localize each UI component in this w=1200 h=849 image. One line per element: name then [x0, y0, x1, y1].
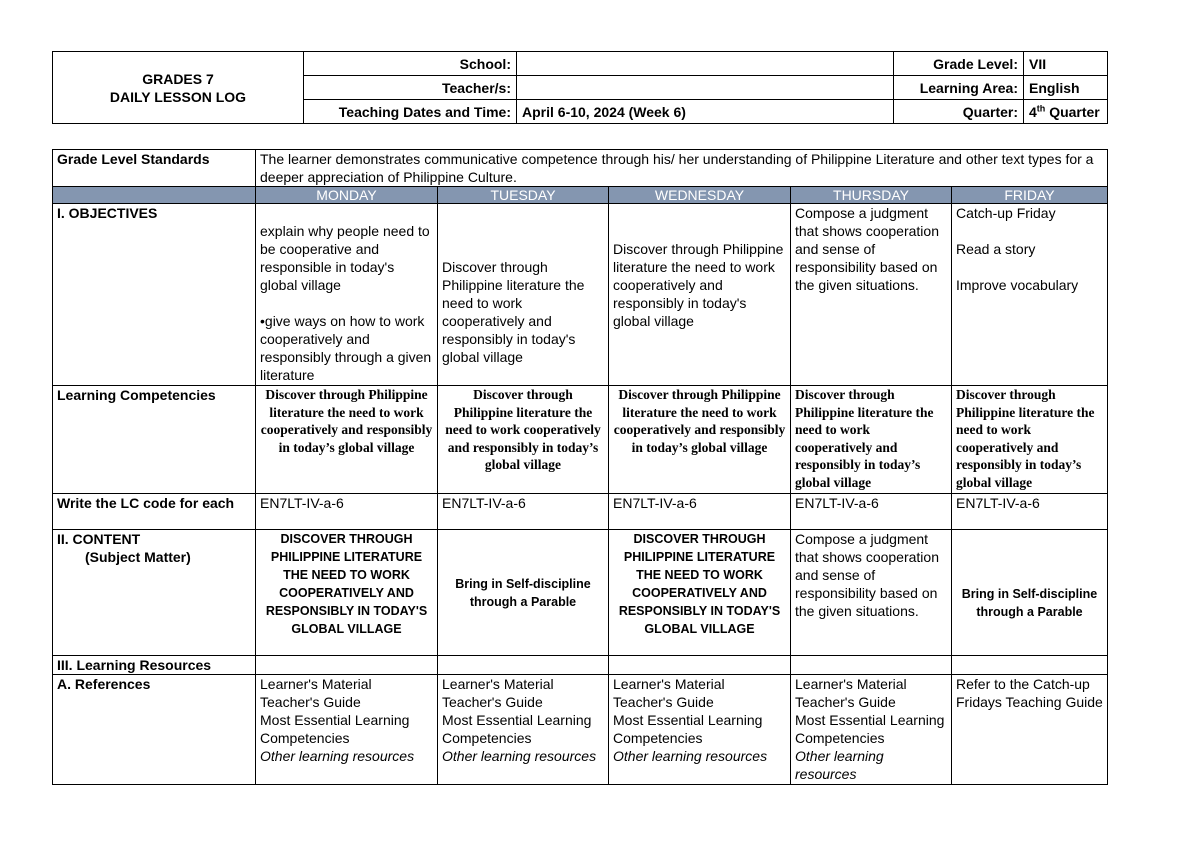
days-header-row	[53, 187, 1108, 204]
objectives-monday	[256, 204, 438, 386]
content-friday: Bring in Self-discipline through a Parable	[952, 530, 1108, 656]
day-friday: FRIDAY	[952, 187, 1108, 204]
resources-tuesday	[438, 656, 609, 675]
competencies-tuesday: Discover through Philippine literature the need to work cooperatively and responsibly in today’s global village	[438, 386, 609, 494]
lc-code-label: Write the LC code for each	[53, 494, 256, 530]
ref-learners-material: Learner's Material	[613, 676, 725, 692]
lc-code-row	[53, 494, 1108, 530]
ref-melc: Most Essential Learning Competencies	[795, 712, 945, 746]
day-thursday: THURSDAY	[791, 187, 952, 204]
resources-label: III. Learning Resources	[53, 656, 256, 675]
objectives-monday-a: explain why people need to be cooperative and responsible in today's global village	[260, 223, 430, 293]
teacher-value[interactable]	[517, 76, 894, 100]
references-row	[53, 675, 1108, 785]
ref-other: Other learning resources	[442, 748, 597, 764]
lc-code-tuesday: EN7LT-IV-a-6	[438, 494, 609, 530]
ref-melc: Most Essential Learning Competencies	[260, 712, 410, 746]
content-monday: DISCOVER THROUGH PHILIPPINE LITERATURE THE NEED TO WORK COOPERATIVELY AND RESPONSIBLY IN TODAY'S GLOBAL VILLAGE	[256, 530, 438, 656]
objectives-friday-3: Improve vocabulary	[956, 277, 1079, 293]
grade-level-label: Grade Level:	[894, 52, 1024, 76]
references-wednesday	[609, 675, 791, 785]
objectives-tuesday: Discover through Philippine literature the need to work cooperatively and responsibly in today's global village	[438, 204, 609, 386]
days-header-blank	[53, 187, 256, 204]
resources-friday	[952, 656, 1108, 675]
ref-learners-material: Learner's Material	[795, 676, 907, 692]
quarter-word: Quarter	[1049, 103, 1100, 120]
resources-wednesday	[609, 656, 791, 675]
school-value[interactable]	[517, 52, 894, 76]
competencies-label: Learning Competencies	[53, 386, 256, 494]
objectives-thursday: Compose a judgment that shows cooperation and sense of responsibility based on the given situations.	[791, 204, 952, 386]
ref-teachers-guide: Teacher's Guide	[260, 694, 361, 710]
content-tuesday: Bring in Self-discipline through a Parable	[438, 530, 609, 656]
grade-level-value[interactable]: VII	[1024, 52, 1108, 76]
objectives-row	[53, 204, 1108, 386]
content-label-sub: (Subject Matter)	[85, 549, 191, 565]
objectives-friday	[952, 204, 1108, 386]
lc-code-monday: EN7LT-IV-a-6	[256, 494, 438, 530]
references-tuesday	[438, 675, 609, 785]
references-monday	[256, 675, 438, 785]
log-title	[53, 52, 304, 124]
lesson-log-header	[52, 51, 1108, 124]
objectives-friday-1: Catch-up Friday	[956, 205, 1056, 221]
lesson-log-table	[52, 149, 1108, 785]
ref-other: Other learning resources	[613, 748, 768, 764]
ref-teachers-guide: Teacher's Guide	[795, 694, 896, 710]
teaching-dates-value[interactable]: April 6-10, 2024 (Week 6)	[517, 100, 894, 124]
log-title-line1: GRADES 7	[142, 70, 214, 87]
ref-melc: Most Essential Learning Competencies	[442, 712, 592, 746]
day-monday: MONDAY	[256, 187, 438, 204]
standards-label: Grade Level Standards	[53, 150, 256, 187]
teaching-dates-label: Teaching Dates and Time:	[304, 100, 517, 124]
day-wednesday: WEDNESDAY	[609, 187, 791, 204]
quarter-number: 4	[1029, 103, 1037, 120]
objectives-wednesday: Discover through Philippine literature the need to work cooperatively and responsibly in today's global village	[609, 204, 791, 386]
teacher-label: Teacher/s:	[304, 76, 517, 100]
resources-row	[53, 656, 1108, 675]
references-thursday	[791, 675, 952, 785]
day-tuesday: TUESDAY	[438, 187, 609, 204]
resources-thursday	[791, 656, 952, 675]
competencies-monday: Discover through Philippine literature the need to work cooperatively and responsibly in today’s global village	[256, 386, 438, 494]
resources-monday	[256, 656, 438, 675]
competencies-row	[53, 386, 1108, 494]
competencies-thursday: Discover through Philippine literature the need to work cooperatively and responsibly in today’s global village	[791, 386, 952, 494]
quarter-label: Quarter:	[894, 100, 1024, 124]
school-label: School:	[304, 52, 517, 76]
quarter-ordinal-suffix: th	[1036, 102, 1046, 113]
quarter-value[interactable]	[1024, 100, 1108, 124]
lc-code-friday: EN7LT-IV-a-6	[952, 494, 1108, 530]
learning-area-value[interactable]: English	[1024, 76, 1108, 100]
ref-teachers-guide: Teacher's Guide	[442, 694, 543, 710]
standards-text: The learner demonstrates communicative competence through his/ her understanding of Philippine Literature and other text types for a deeper appreciation of Philippine Culture.	[256, 150, 1108, 187]
standards-row	[53, 150, 1108, 187]
ref-other: Other learning resources	[260, 748, 415, 764]
competencies-friday: Discover through Philippine literature the need to work cooperatively and responsibly in today’s global village	[952, 386, 1108, 494]
objectives-monday-b: •give ways on how to work cooperatively and responsibly through a given literature	[260, 313, 432, 383]
ref-learners-material: Learner's Material	[260, 676, 372, 692]
references-label: A. References	[53, 675, 256, 785]
competencies-wednesday: Discover through Philippine literature the need to work cooperatively and responsibly in today’s global village	[609, 386, 791, 494]
log-title-line2: DAILY LESSON LOG	[109, 88, 247, 105]
content-row	[53, 530, 1108, 656]
content-thursday: Compose a judgment that shows cooperation and sense of responsibility based on the given situations.	[791, 530, 952, 656]
ref-teachers-guide: Teacher's Guide	[613, 694, 714, 710]
objectives-label: I. OBJECTIVES	[53, 204, 256, 386]
learning-area-label: Learning Area:	[894, 76, 1024, 100]
objectives-friday-2: Read a story	[956, 241, 1036, 257]
references-friday: Refer to the Catch-up Fridays Teaching Guide	[952, 675, 1108, 785]
ref-melc: Most Essential Learning Competencies	[613, 712, 763, 746]
lc-code-wednesday: EN7LT-IV-a-6	[609, 494, 791, 530]
content-label-main: II. CONTENT	[57, 531, 141, 547]
lc-code-thursday: EN7LT-IV-a-6	[791, 494, 952, 530]
ref-other: Other learning resources	[795, 748, 884, 782]
content-label	[53, 530, 256, 656]
content-wednesday: DISCOVER THROUGH PHILIPPINE LITERATURE THE NEED TO WORK COOPERATIVELY AND RESPONSIBLY IN TODAY'S GLOBAL VILLAGE	[609, 530, 791, 656]
ref-learners-material: Learner's Material	[442, 676, 554, 692]
